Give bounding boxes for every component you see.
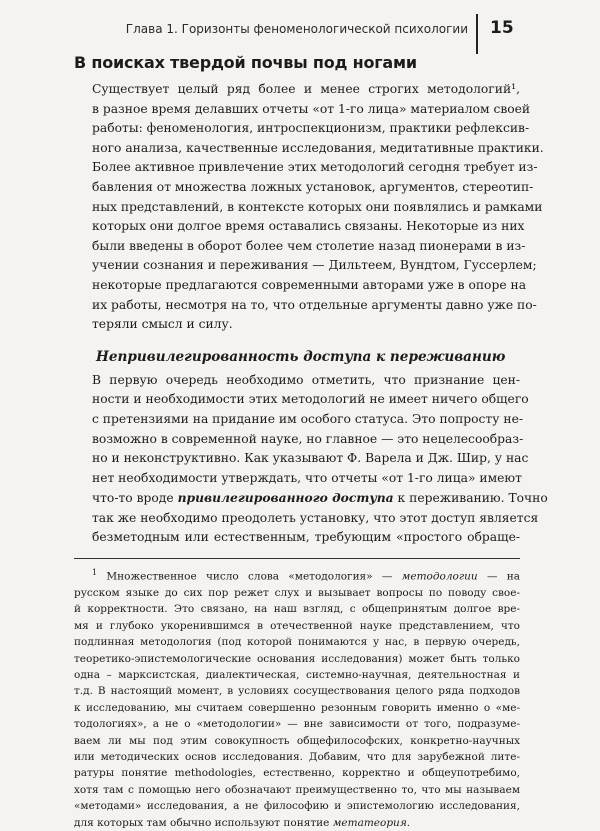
text-line: В первую очередь необходимо отметить, что признание цен- xyxy=(92,372,520,387)
chapter-title: Глава 1. Горизонты феноменологической психологии xyxy=(125,22,468,36)
text-line: их работы, несмотря на то, что отдельные аргументы давно уже по- xyxy=(92,297,537,312)
footnote-line: т.д. В настоящий момент, в условиях сосуществования целого ряда подходов xyxy=(74,685,520,698)
running-head xyxy=(0,12,600,42)
footnote-line xyxy=(74,565,520,585)
subsection-heading: Непривилегированность доступа к переживанию xyxy=(96,348,506,365)
text-line: в разное время делавших отчеты «от 1-го лица» материалом своей xyxy=(92,101,531,116)
footnote-line: й корректности. Это связано, на наш взгляд, с общепринятым долгое вре- xyxy=(74,603,520,616)
text-line: с претензиями на придание им особого статуса. Это попросту не- xyxy=(92,411,524,426)
footnote-line: подлинная методология (под которой понимаются у нас, в первую очередь, xyxy=(74,636,520,649)
footnote-line xyxy=(74,815,520,831)
paragraph-1 xyxy=(74,80,544,335)
text-segment: — на xyxy=(477,570,520,583)
text-line: нет необходимости утверждать, что отчеты «от 1-го лица» имеют xyxy=(92,470,522,485)
text-line xyxy=(74,488,548,509)
footnote xyxy=(74,565,520,831)
text-line: Существует целый ряд более и менее строгих методологий¹, xyxy=(92,82,520,96)
text-line: но и неконструктивно. Как указывают Ф. Варела и Дж. Шир, у нас xyxy=(92,451,529,466)
text-line: некоторые предлагаются современными авторами уже в опоре на xyxy=(92,277,527,292)
text-line: теряли смысл и силу. xyxy=(92,317,233,332)
footnote-line: теоретико-эпистемологические основания исследования) может быть только xyxy=(74,652,520,665)
emphasis-metatheory: метатеория xyxy=(332,816,407,829)
footnote-line: мя и глубоко укоренившимся в отечественной науке представлением, что xyxy=(74,619,520,632)
page-number: 15 xyxy=(490,18,514,38)
text-line: безметодным или естественным, требующим «простого обраще- xyxy=(92,530,520,545)
emphasis-methodologies: методологии xyxy=(401,570,478,583)
text-line: ных представлений, в контексте которых они появлялись и рамками xyxy=(92,199,543,214)
text-line: работы: феноменология, интроспекционизм, практики рефлексив- xyxy=(92,121,530,136)
footnote-line: одна – марксистская, диалектическая, системно-научная, деятельностная и xyxy=(74,669,520,681)
text-segment: Множественное число слова «методология» — xyxy=(106,570,402,583)
footnote-line: ваем ли мы под этим совокупность общефилософских, конкретно-научных xyxy=(74,734,520,747)
text-line: которых они долгое время оставались связаны. Некоторые из них xyxy=(92,219,525,234)
paragraph-2 xyxy=(74,371,548,548)
text-line: ности и необходимости этих методологий не имеет ничего общего xyxy=(92,392,529,407)
footnote-line: или методических основ исследования. Добавим, что для зарубежной лите- xyxy=(74,751,520,764)
footnote-marker: 1 xyxy=(92,568,98,578)
text-segment: . xyxy=(406,816,411,829)
page-body xyxy=(74,52,548,831)
text-line: бавления от множества ложных установок, аргументов, стереотип- xyxy=(92,179,534,194)
footnote-line: ратуры понятие methodologies, естественно, корректно и общеупотребимо, xyxy=(74,767,520,780)
text-line: учении сознания и переживания — Дильтеем, Вундтом, Гуссерлем; xyxy=(92,258,537,273)
footnote-line: хотя там с помощью него обозначают преимущественно то, что мы называем xyxy=(74,783,520,796)
text-line: возможно в современной науке, но главное — это нецелесообраз- xyxy=(92,431,524,446)
text-segment: к переживанию. Точно xyxy=(393,491,548,506)
footnote-line: тодологиях», а не о «методологии» — вне зависимости от того, подразуме- xyxy=(74,718,520,731)
footnote-line: «методами» исследования, а не философию и эпистемологию исследования, xyxy=(74,800,520,813)
text-line: Более активное привлечение этих методологий сегодня требует из- xyxy=(92,160,538,175)
text-line: так же необходимо преодолеть установку, что этот доступ является xyxy=(92,510,539,525)
text-line: ного анализа, качественные исследования, медитативные практики. xyxy=(92,140,544,155)
emphasis-privileged-access: привилегированного доступа xyxy=(177,490,394,506)
text-line: были введены в оборот более чем столетие назад пионерами в из- xyxy=(92,238,526,253)
text-segment: что-то вроде xyxy=(92,491,178,506)
header-divider xyxy=(476,14,478,54)
footnote-line: к исследованию, мы считаем совершенно резонным говорить именно о «ме- xyxy=(74,701,520,714)
footnote-divider xyxy=(74,558,520,559)
footnote-line: русском языке до сих пор режет слух и вызывает вопросы по поводу свое- xyxy=(74,586,520,599)
section-heading: В поисках твердой почвы под ногами xyxy=(74,53,417,72)
text-segment: для которых там обычно используют понятие xyxy=(74,816,333,829)
